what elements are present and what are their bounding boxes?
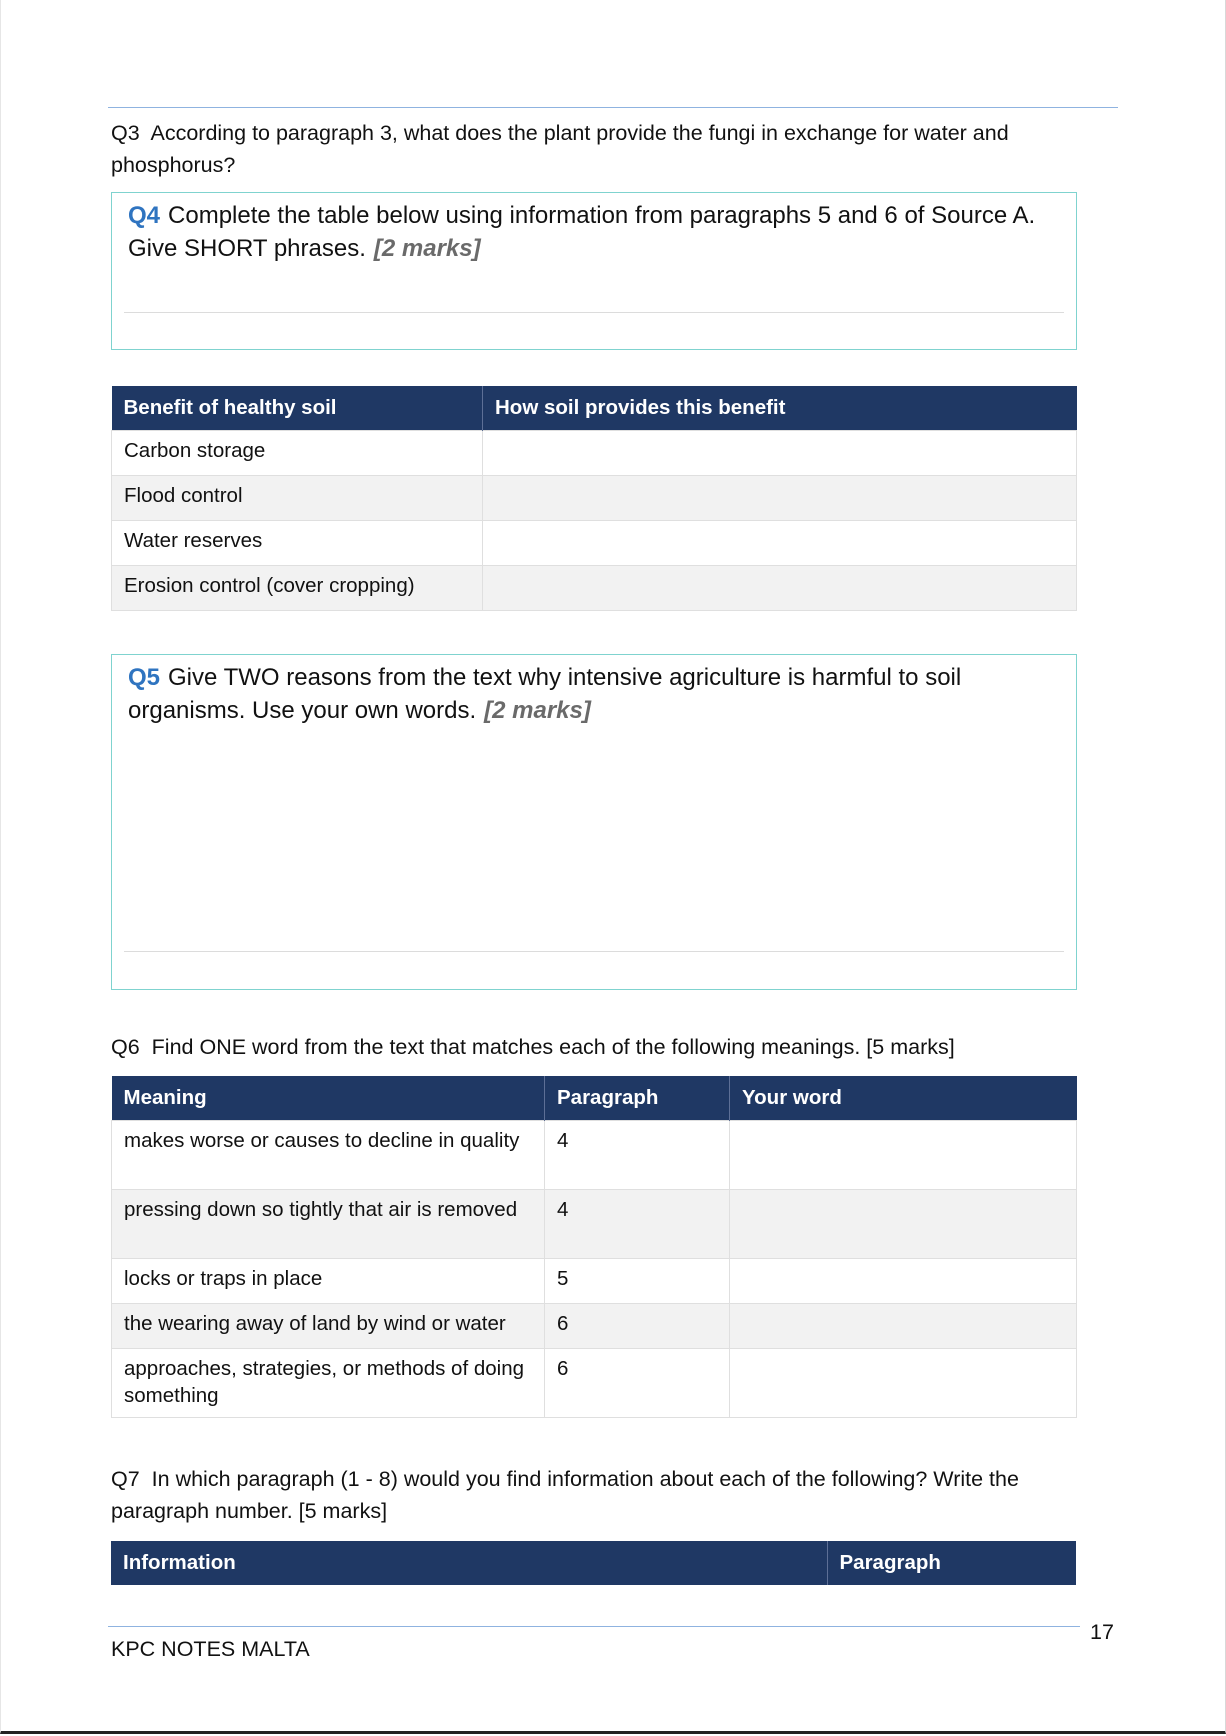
paragraph-cell: 6 bbox=[545, 1304, 730, 1349]
paragraph-cell: 4 bbox=[545, 1190, 730, 1259]
column-header: Benefit of healthy soil bbox=[112, 386, 483, 431]
answer-cell[interactable] bbox=[483, 566, 1077, 611]
question-number: Q7 bbox=[111, 1467, 140, 1491]
question-text: Find ONE word from the text that matches each of the following meanings. [5 marks] bbox=[151, 1035, 955, 1059]
column-header: Paragraph bbox=[827, 1541, 1076, 1585]
benefit-cell: Erosion control (cover cropping) bbox=[112, 566, 483, 611]
answer-cell[interactable] bbox=[483, 431, 1077, 476]
table-row bbox=[112, 1121, 1077, 1190]
question-box-q4 bbox=[111, 192, 1077, 350]
table-header-row bbox=[112, 1076, 1077, 1121]
table-row bbox=[112, 566, 1077, 611]
table-row bbox=[112, 1349, 1077, 1418]
answer-cell[interactable] bbox=[730, 1190, 1077, 1259]
question-text: Give TWO reasons from the text why intensive agriculture is harmful to soil organisms. Use your own words. bbox=[128, 664, 962, 724]
question-text: Complete the table below using information from paragraphs 5 and 6 of Source A. Give SHORT phrases. bbox=[128, 202, 1036, 262]
question-prompt bbox=[128, 661, 1056, 727]
paragraph-cell: 6 bbox=[545, 1349, 730, 1418]
meaning-cell: pressing down so tightly that air is removed bbox=[112, 1190, 545, 1259]
footer-brand: KPC NOTES MALTA bbox=[111, 1637, 310, 1661]
column-header: How soil provides this benefit bbox=[483, 386, 1077, 431]
answer-cell[interactable] bbox=[730, 1349, 1077, 1418]
answer-cell[interactable] bbox=[483, 521, 1077, 566]
question-prompt bbox=[128, 199, 1056, 265]
answer-cell[interactable] bbox=[730, 1304, 1077, 1349]
answer-cell[interactable] bbox=[730, 1121, 1077, 1190]
table-row bbox=[112, 476, 1077, 521]
meaning-cell: locks or traps in place bbox=[112, 1259, 545, 1304]
paragraph-cell: 4 bbox=[545, 1121, 730, 1190]
answer-cell[interactable] bbox=[483, 476, 1077, 521]
meaning-cell: the wearing away of land by wind or water bbox=[112, 1304, 545, 1349]
table-row bbox=[112, 1304, 1077, 1349]
question-number: Q3 bbox=[111, 121, 140, 145]
question-number: Q4 bbox=[128, 202, 161, 229]
information-table bbox=[111, 1541, 1076, 1585]
question-text: In which paragraph (1 - 8) would you find information about each of the following? Write the paragraph number. [5 marks] bbox=[111, 1467, 1019, 1523]
meaning-cell: makes worse or causes to decline in quality bbox=[112, 1121, 545, 1190]
table-row bbox=[112, 431, 1077, 476]
question-q6 bbox=[111, 1031, 1211, 1063]
header-rule bbox=[108, 107, 1118, 108]
marks-label: [2 marks] bbox=[373, 235, 481, 262]
question-text: According to paragraph 3, what does the plant provide the fungi in exchange for water and phosphorus? bbox=[111, 121, 1009, 177]
vocabulary-table bbox=[111, 1076, 1077, 1418]
table-row bbox=[112, 1259, 1077, 1304]
question-number: Q5 bbox=[128, 664, 161, 691]
benefits-table bbox=[111, 386, 1077, 611]
paragraph-cell: 5 bbox=[545, 1259, 730, 1304]
benefit-cell: Carbon storage bbox=[112, 431, 483, 476]
meaning-cell: approaches, strategies, or methods of doing something bbox=[112, 1349, 545, 1418]
page-number: 17 bbox=[1090, 1620, 1114, 1644]
table-header-row bbox=[111, 1541, 1076, 1585]
benefit-cell: Flood control bbox=[112, 476, 483, 521]
question-q3 bbox=[111, 117, 1111, 181]
question-q7 bbox=[111, 1463, 1121, 1527]
table-row bbox=[112, 521, 1077, 566]
footer-rule bbox=[108, 1626, 1080, 1627]
question-number: Q6 bbox=[111, 1035, 140, 1059]
answer-line[interactable] bbox=[124, 312, 1064, 313]
column-header: Meaning bbox=[112, 1076, 545, 1121]
marks-label: [2 marks] bbox=[484, 697, 591, 724]
column-header: Paragraph bbox=[545, 1076, 730, 1121]
benefit-cell: Water reserves bbox=[112, 521, 483, 566]
column-header: Information bbox=[111, 1541, 827, 1585]
table-header-row bbox=[112, 386, 1077, 431]
table-row bbox=[112, 1190, 1077, 1259]
question-box-q5 bbox=[111, 654, 1077, 990]
column-header: Your word bbox=[730, 1076, 1077, 1121]
answer-line[interactable] bbox=[124, 951, 1064, 952]
answer-cell[interactable] bbox=[730, 1259, 1077, 1304]
